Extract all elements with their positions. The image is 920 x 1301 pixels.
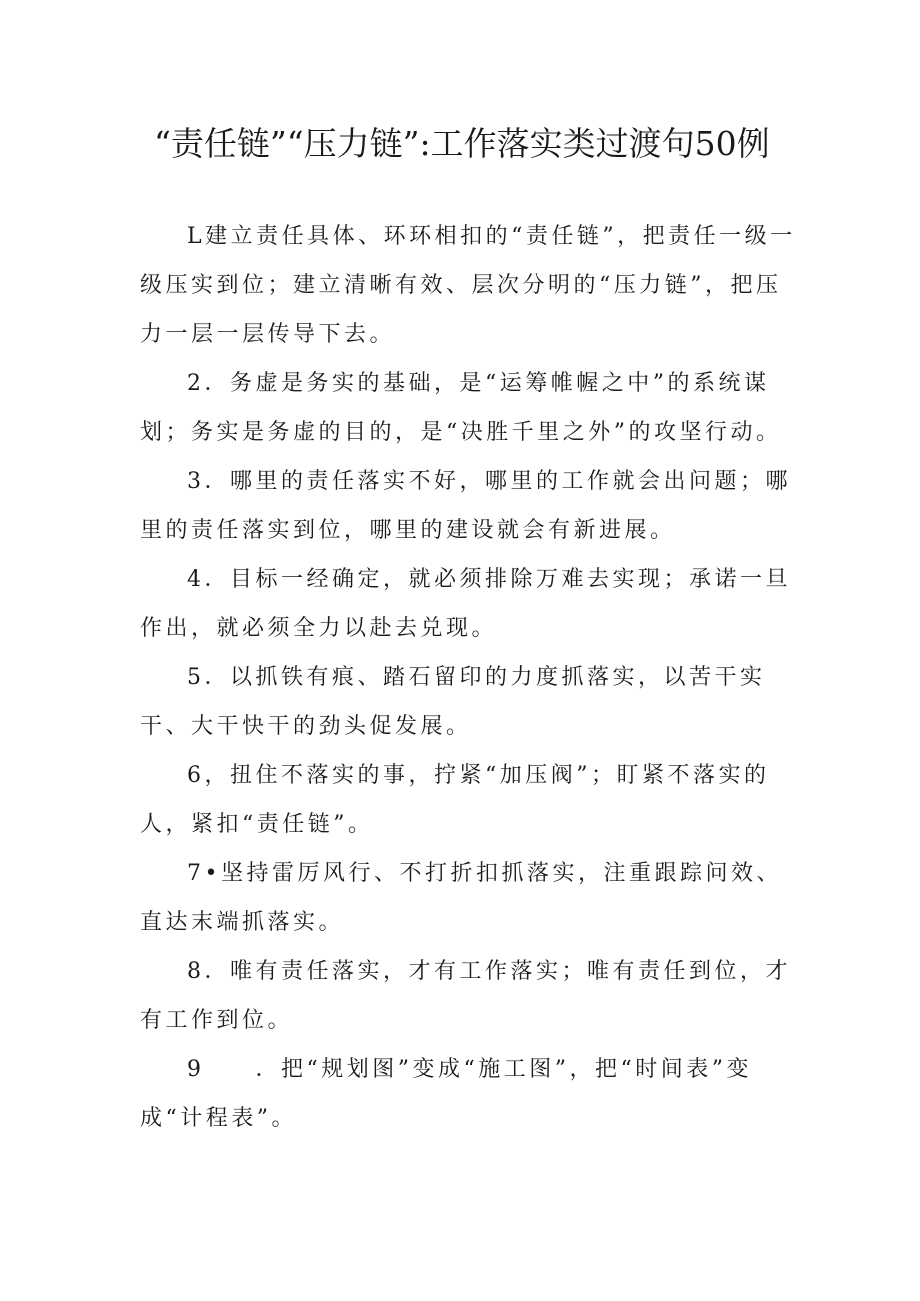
paragraph-8: 8．唯有责任落实，才有工作落实；唯有责任到位，才有工作到位。 bbox=[140, 959, 791, 1033]
paragraph-1: L建立责任具体、环环相扣的“责任链”，把责任一级一级压实到位；建立清晰有效、层次分明的“压力链”，把压力一层一层传导下去。 bbox=[140, 224, 796, 347]
paragraph-7: 7•坚持雷厉风行、不打折扣抓落实，注重跟踪问效、直达末端抓落实。 bbox=[140, 861, 782, 935]
document-body bbox=[140, 212, 800, 1143]
paragraph-3: 3．哪里的责任落实不好，哪里的工作就会出问题；哪里的责任落实到位，哪里的建设就会有新进展。 bbox=[140, 469, 791, 543]
paragraph-6: 6，扭住不落实的事，拧紧“加压阀”；盯紧不落实的人，紧扣“责任链”。 bbox=[140, 763, 770, 837]
paragraph-9: 9 ．把“规划图”变成“施工图”，把“时间表”变成“计程表”。 bbox=[140, 1057, 752, 1131]
paragraph-2: 2．务虚是务实的基础，是“运筹帷幄之中”的系统谋划；务实是务虚的目的，是“决胜千里之外”的攻坚行动。 bbox=[140, 371, 782, 445]
paragraph-5: 5．以抓铁有痕、踏石留印的力度抓落实，以苦干实干、大干快干的劲头促发展。 bbox=[140, 665, 766, 739]
paragraph-4: 4．目标一经确定，就必须排除万难去实现；承诺一旦作出，就必须全力以赴去兑现。 bbox=[140, 567, 791, 641]
document-title: “责任链”“压力链”:工作落实类过渡句50例 bbox=[154, 124, 770, 163]
